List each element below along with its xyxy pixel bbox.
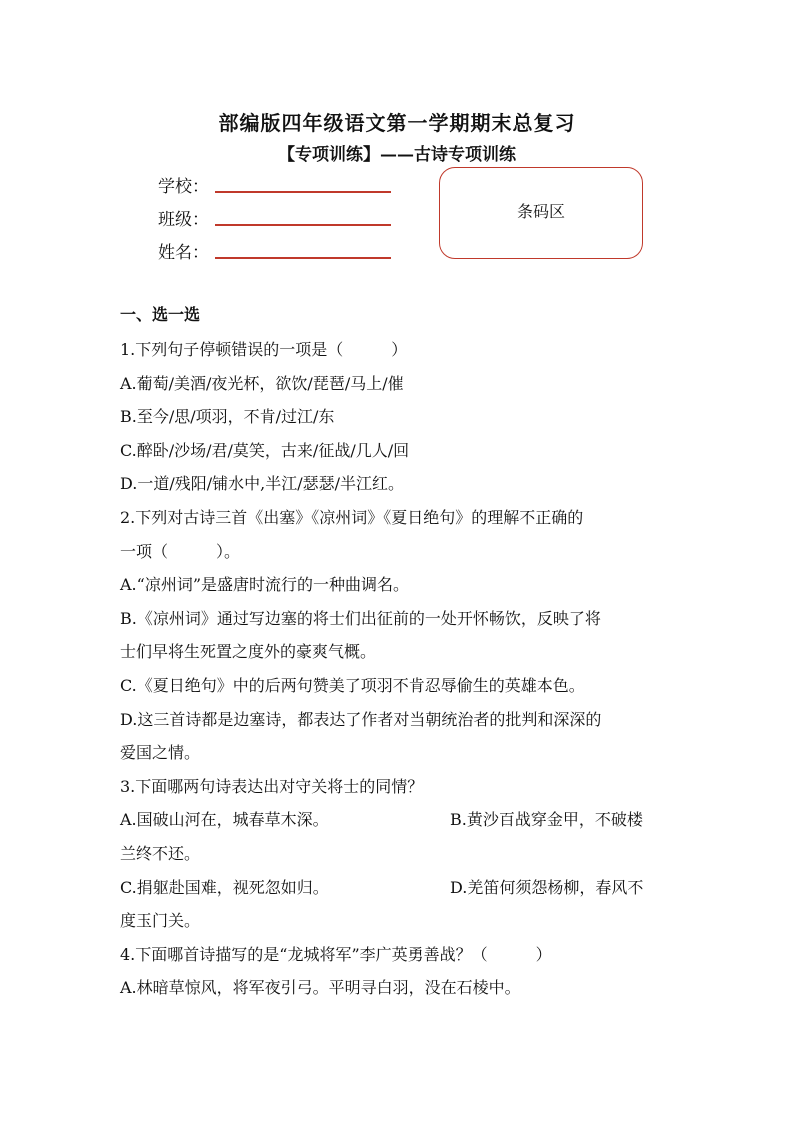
q2-option-d-line1: D.这三首诗都是边塞诗，都表达了作者对当朝统治者的批判和深深的 bbox=[120, 709, 602, 729]
class-field bbox=[158, 205, 214, 231]
q3-option-b-line1: B.黄沙百战穿金甲，不破楼 bbox=[450, 810, 643, 830]
school-field bbox=[158, 172, 214, 198]
q2-option-a: A.“凉州词”是盛唐时流行的一种曲调名。 bbox=[120, 575, 410, 595]
q3-option-b-line2: 兰终不还。 bbox=[120, 843, 201, 863]
q1-option-d: D.一道/残阳/铺水中,半江/瑟瑟/半江红。 bbox=[120, 474, 404, 494]
q3-option-a: A.国破山河在，城春草木深。 bbox=[120, 810, 329, 830]
q2-stem-line2: 一项（ ）。 bbox=[120, 541, 241, 561]
document-subtitle: 【专项训练】——古诗专项训练 bbox=[278, 145, 516, 165]
q4-option-a: A.林暗草惊风，将军夜引弓。平明寻白羽，没在石棱中。 bbox=[120, 978, 521, 998]
name-field bbox=[158, 238, 214, 264]
q3-option-d-line2: 度玉门关。 bbox=[120, 911, 201, 931]
q1-option-b: B.至今/思/项羽，不肯/过江/东 bbox=[120, 407, 335, 427]
q4-stem: 4.下面哪首诗描写的是“龙城将军”李广英勇善战？（ ） bbox=[120, 944, 552, 964]
name-input-line[interactable] bbox=[215, 257, 391, 259]
q3-options-row2 bbox=[120, 871, 676, 905]
q3-options-row1 bbox=[120, 803, 676, 837]
question-list bbox=[120, 333, 676, 1005]
q2-option-b-line2: 士们早将生死置之度外的豪爽气概。 bbox=[120, 642, 377, 662]
q1-option-a: A.葡萄/美酒/夜光杯，欲饮/琵琶/马上/催 bbox=[120, 373, 404, 393]
class-input-line[interactable] bbox=[215, 224, 391, 226]
q3-option-d-line1: D.羌笛何须怨杨柳，春风不 bbox=[450, 877, 644, 897]
q3-option-c: C.捐躯赴国难，视死忽如归。 bbox=[120, 877, 329, 897]
school-label: 学校： bbox=[158, 177, 209, 197]
name-label: 姓名： bbox=[158, 243, 209, 263]
q1-stem: 1.下列句子停顿错误的一项是（ ） bbox=[120, 340, 408, 359]
q2-option-c: C.《夏日绝句》中的后两句赞美了项羽不肯忍辱偷生的英雄本色。 bbox=[120, 675, 585, 695]
barcode-label: 条码区 bbox=[516, 201, 565, 221]
q2-stem-line1: 2.下列对古诗三首《出塞》《凉州词》《夏日绝句》的理解不正确的 bbox=[120, 507, 584, 527]
class-label: 班级： bbox=[158, 210, 209, 230]
q2-option-d-line2: 爱国之情。 bbox=[120, 743, 201, 763]
q2-option-b-line1: B.《凉州词》通过写边塞的将士们出征前的一处开怀畅饮，反映了将 bbox=[120, 608, 601, 628]
school-input-line[interactable] bbox=[215, 191, 391, 193]
document-title: 部编版四年级语文第一学期期末总复习 bbox=[218, 111, 576, 135]
q3-stem: 3.下面哪两句诗表达出对守关将士的同情？ bbox=[120, 776, 424, 796]
barcode-area bbox=[439, 167, 643, 259]
q1-option-c: C.醉卧/沙场/君/莫笑，古来/征战/几人/回 bbox=[120, 440, 410, 460]
section-title: 一、选一选 bbox=[120, 305, 201, 324]
